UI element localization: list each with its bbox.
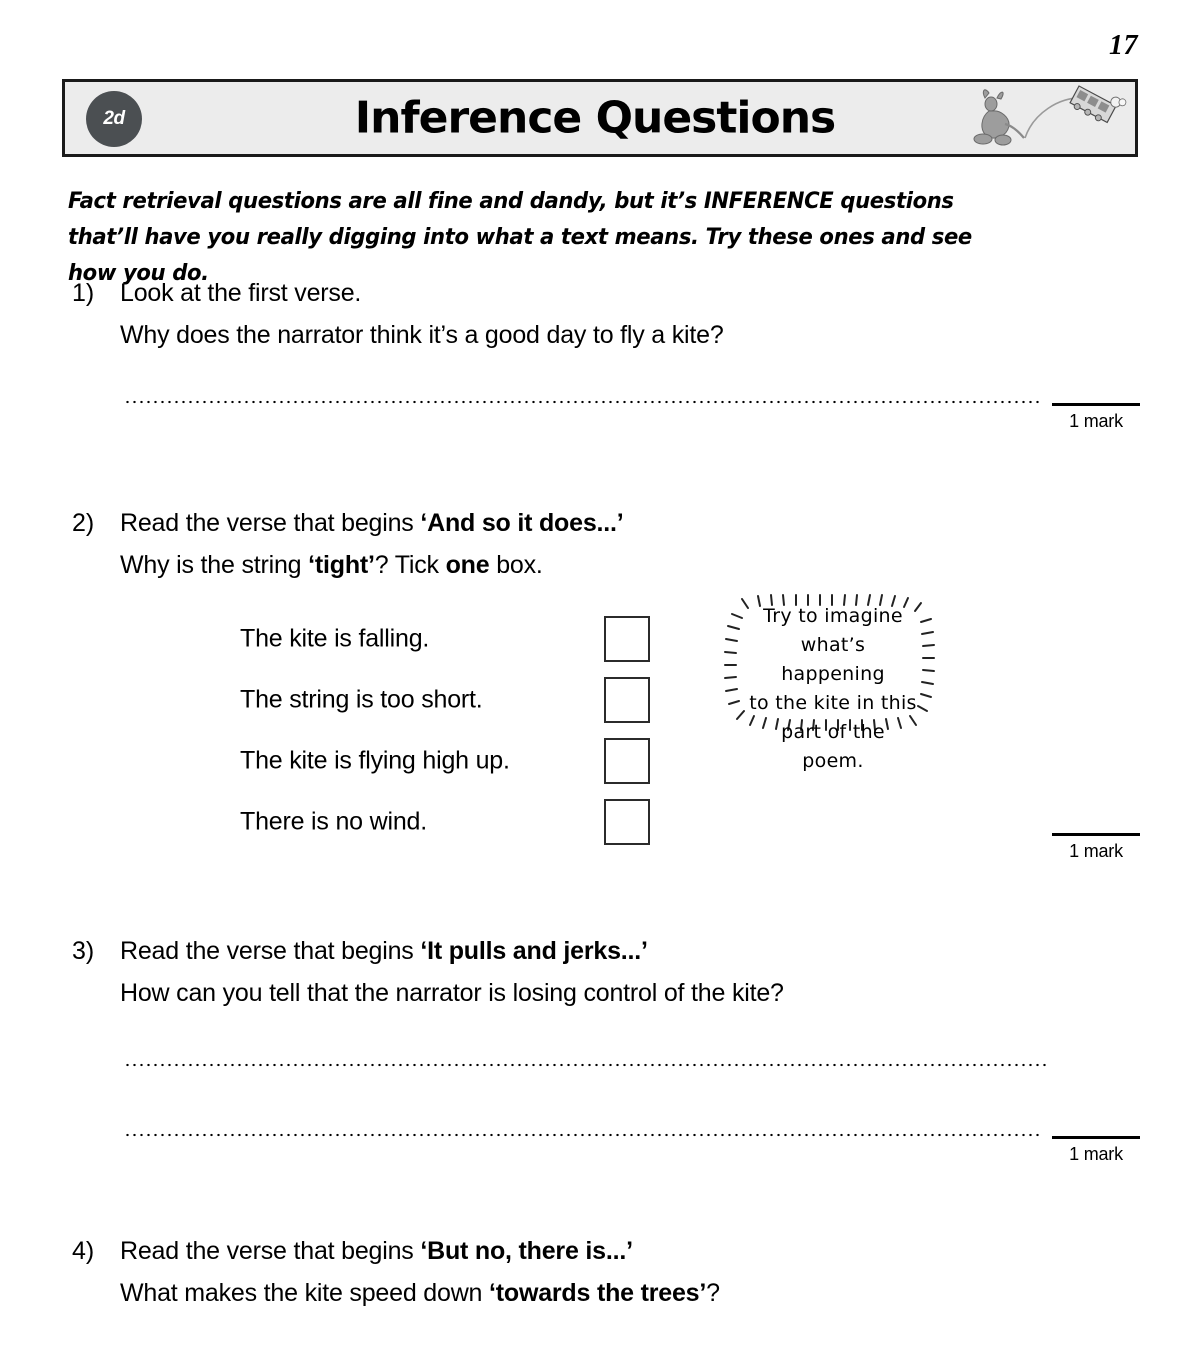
question-1-line-1: Look at the first verse. xyxy=(120,279,362,307)
answer-line-q3-1[interactable] xyxy=(124,1063,1047,1067)
hint-bubble xyxy=(722,586,944,772)
question-2-line-2-b: ? Tick xyxy=(374,551,446,579)
question-2-number: 2) xyxy=(72,509,95,537)
hint-line-2: what’s happening xyxy=(781,634,885,685)
question-4-verse-quote: ‘But no, there is...’ xyxy=(420,1237,633,1265)
option-row-4 xyxy=(240,791,660,852)
intro-paragraph: Fact retrieval questions are all fine and dandy, but it’s INFERENCE questions that’ll have you really digging into what a text means. Try these ones and see how you do. xyxy=(68,188,972,286)
hint-line-1: Try to imagine xyxy=(763,605,903,627)
question-1-line-2: Why does the narrator think it’s a good day to fly a kite? xyxy=(120,321,724,349)
hint-line-4: part of the poem. xyxy=(781,721,885,772)
question-2-line-1-prefix: Read the verse that begins xyxy=(120,509,421,537)
section-badge: 2d xyxy=(86,91,142,147)
question-2-line-2-a: Why is the string xyxy=(120,551,309,579)
question-3-line-2: How can you tell that the narrator is losing control of the kite? xyxy=(120,979,784,1007)
hint-line-3: to the kite in this xyxy=(749,692,917,714)
question-2-keyword-one: one xyxy=(445,551,490,579)
option-label-4: There is no wind. xyxy=(240,807,427,835)
option-row-2 xyxy=(240,669,660,730)
question-4-line-2-b: ? xyxy=(706,1279,720,1307)
question-2-line-2-c: box. xyxy=(489,551,543,579)
question-4-line-2 xyxy=(120,1272,1142,1314)
question-4-line-1-prefix: Read the verse that begins xyxy=(120,1237,421,1265)
question-3-number: 3) xyxy=(72,937,95,965)
question-2-options xyxy=(240,608,660,852)
mark-indicator-q2 xyxy=(1052,833,1140,864)
option-label-2: The string is too short. xyxy=(240,685,483,713)
question-3 xyxy=(72,930,1142,1014)
question-4-line-1 xyxy=(120,1230,1142,1272)
kite-flyer-illustration-icon xyxy=(967,84,1127,154)
question-4-keyword-trees: ‘towards the trees’ xyxy=(489,1279,707,1307)
question-2 xyxy=(72,502,1142,586)
question-3-line-1 xyxy=(120,930,1142,972)
page-number: 17 xyxy=(1109,30,1138,61)
question-3-line-1-prefix: Read the verse that begins xyxy=(120,937,421,965)
question-4-line-2-a: What makes the kite speed down xyxy=(120,1279,489,1307)
question-2-line-1 xyxy=(120,502,1142,544)
tick-box-2[interactable] xyxy=(604,677,650,723)
hint-text xyxy=(722,602,944,776)
option-row-1 xyxy=(240,608,660,669)
mark-label-q2: 1 mark xyxy=(1069,841,1123,861)
option-label-3: The kite is flying high up. xyxy=(240,746,510,774)
tick-box-3[interactable] xyxy=(604,738,650,784)
mark-label-q1: 1 mark xyxy=(1069,411,1123,431)
answer-line-q3-2[interactable] xyxy=(124,1133,1041,1137)
question-2-keyword-tight: ‘tight’ xyxy=(308,551,375,579)
question-4-number: 4) xyxy=(72,1237,95,1265)
tick-box-4[interactable] xyxy=(604,799,650,845)
mark-indicator-q1 xyxy=(1052,403,1140,434)
question-3-verse-quote: ‘It pulls and jerks...’ xyxy=(420,937,648,965)
option-label-1: The kite is falling. xyxy=(240,624,430,652)
question-4 xyxy=(72,1230,1142,1314)
answer-line-q1-1[interactable] xyxy=(124,400,1041,404)
mark-label-q3: 1 mark xyxy=(1069,1144,1123,1164)
mark-indicator-q3 xyxy=(1052,1136,1140,1167)
option-row-3 xyxy=(240,730,660,791)
section-header-banner xyxy=(62,79,1138,157)
question-2-line-2 xyxy=(120,544,1142,586)
question-2-verse-quote: ‘And so it does...’ xyxy=(420,509,624,537)
question-1-number: 1) xyxy=(72,279,95,307)
page-title: Inference Questions xyxy=(354,92,836,144)
question-1 xyxy=(72,272,1142,356)
tick-box-1[interactable] xyxy=(604,616,650,662)
